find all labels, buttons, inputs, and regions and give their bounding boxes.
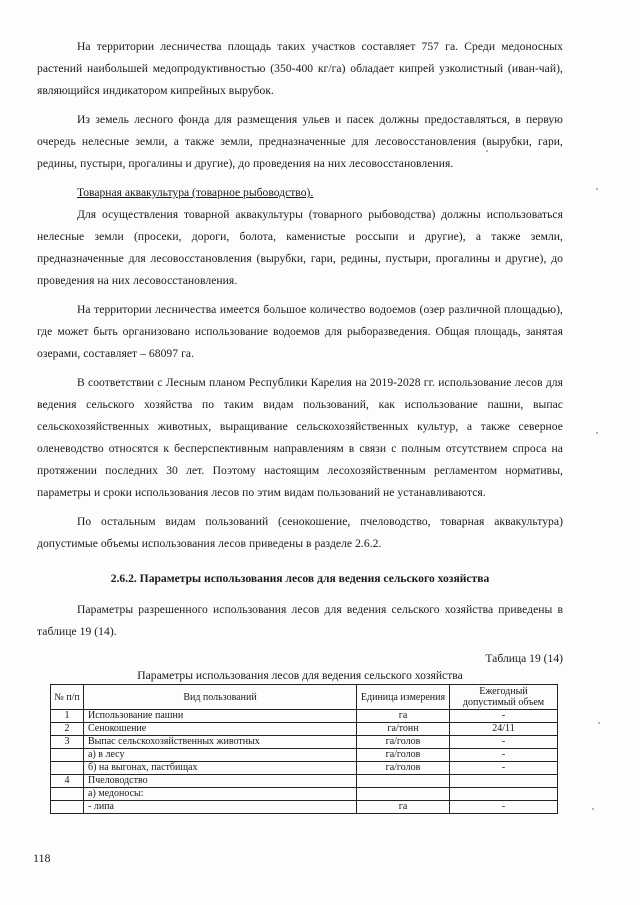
cell-unit: га bbox=[357, 801, 450, 814]
cell-kind: Выпас сельскохозяйственных животных bbox=[84, 736, 357, 749]
cell-kind: Использование пашни bbox=[84, 710, 357, 723]
paragraph-other-uses: По остальным видам пользований (сенокошение, пчеловодство, товарная аквакультура) допустимые объемы использования лесов приведены в разделе 2.6.2. bbox=[37, 515, 563, 550]
parameters-table bbox=[50, 684, 558, 814]
table-label: Таблица 19 (14) bbox=[485, 652, 563, 665]
header-kind: Вид пользований bbox=[84, 685, 357, 710]
cell-volume: - bbox=[450, 710, 558, 723]
table-row bbox=[51, 710, 558, 723]
cell-unit: га/голов bbox=[357, 762, 450, 775]
cell-num bbox=[51, 762, 84, 775]
cell-volume: - bbox=[450, 736, 558, 749]
scan-speck bbox=[598, 722, 600, 724]
document-body bbox=[37, 36, 563, 814]
cell-unit: га/голов bbox=[357, 736, 450, 749]
table-row bbox=[51, 775, 558, 788]
cell-num: 3 bbox=[51, 736, 84, 749]
header-volume: Ежегодный допустимый объем bbox=[450, 685, 558, 710]
cell-kind: а) в лесу bbox=[84, 749, 357, 762]
cell-num bbox=[51, 749, 84, 762]
cell-kind: а) медоносы: bbox=[84, 788, 357, 801]
page-number: 118 bbox=[33, 851, 51, 865]
table-header-row bbox=[51, 685, 558, 710]
cell-unit bbox=[357, 775, 450, 788]
cell-unit: га bbox=[357, 710, 450, 723]
cell-num bbox=[51, 801, 84, 814]
cell-unit: га/тонн bbox=[357, 723, 450, 736]
paragraph-section-intro: Параметры разрешенного использования лесов для ведения сельского хозяйства приведены в таблице 19 (14). bbox=[37, 603, 563, 638]
header-num: № п/п bbox=[51, 685, 84, 710]
scan-speck bbox=[486, 150, 488, 152]
cell-num bbox=[51, 788, 84, 801]
cell-kind: - липа bbox=[84, 801, 357, 814]
scan-speck bbox=[596, 188, 598, 190]
header-unit: Единица измерения bbox=[357, 685, 450, 710]
scan-speck bbox=[596, 432, 598, 434]
cell-kind: б) на выгонах, пастбищах bbox=[84, 762, 357, 775]
paragraph-honey-plants: На территории лесничества площадь таких участков составляет 757 га. Среди медоносных растений наибольшей медопродуктивностью (350-400 кг/га) обладает кипрей узколистный (иван-чай), являющийся индикатором кипрейных вырубок. bbox=[37, 40, 563, 97]
cell-num: 1 bbox=[51, 710, 84, 723]
table-row bbox=[51, 723, 558, 736]
cell-num: 2 bbox=[51, 723, 84, 736]
paragraph-apiary-lands: Из земель лесного фонда для размещения ульев и пасек должны предоставляться, в первую очередь нелесные земли, а также земли, предназначенные для лесовосстановления (вырубки, гари, редины, пустыри, прогалины и другие), до проведения на них лесовосстановления. bbox=[37, 113, 563, 170]
table-row bbox=[51, 788, 558, 801]
cell-volume: - bbox=[450, 749, 558, 762]
subheading-aquaculture: Товарная аквакультура (товарное рыбоводство). bbox=[77, 186, 314, 199]
cell-volume: - bbox=[450, 762, 558, 775]
paragraph-water-bodies: На территории лесничества имеется большое количество водоемов (озер различной площадью), где может быть организовано использование водоемов для рыборазведения. Общая площадь, занятая озерами, составляет – 68097 га. bbox=[37, 303, 563, 360]
paragraph-forest-plan: В соответствии с Лесным планом Республики Карелия на 2019-2028 гг. использование лесов для ведения сельского хозяйства по таким видам пользований, как использование пашни, выпас сельскохозяйственных животных, выращивание сельскохозяйственных культур, а также северное оленеводство относятся к бесперспективным направлениям в связи с полным отсутствием спроса на протяжении последних 30 лет. Поэтому настоящим лесохозяйственным регламентом нормативы, параметры и сроки использования лесов по этим видам пользований не устанавливаются. bbox=[37, 376, 563, 499]
cell-kind: Пчеловодство bbox=[84, 775, 357, 788]
cell-volume bbox=[450, 788, 558, 801]
cell-unit bbox=[357, 788, 450, 801]
cell-num: 4 bbox=[51, 775, 84, 788]
section-title: 2.6.2. Параметры использования лесов для ведения сельского хозяйства bbox=[110, 572, 490, 585]
table-title: Параметры использования лесов для ведения сельского хозяйства bbox=[137, 669, 463, 682]
table-row bbox=[51, 749, 558, 762]
scan-speck bbox=[592, 808, 594, 810]
table-row bbox=[51, 801, 558, 814]
table-row bbox=[51, 736, 558, 749]
cell-volume: - bbox=[450, 801, 558, 814]
paragraph-aquaculture-lands: Для осуществления товарной аквакультуры (товарного рыбоводства) должны использоваться нелесные земли (просеки, дороги, болота, каменистые россыпи и другие), а также земли, предназначенные для лесовосстановления (вырубки, гари, редины, пустыри, прогалины и другие), до проведения на них лесовосстановления. bbox=[37, 208, 563, 287]
cell-volume: 24/11 bbox=[450, 723, 558, 736]
cell-unit: га/голов bbox=[357, 749, 450, 762]
cell-volume bbox=[450, 775, 558, 788]
cell-kind: Сенокошение bbox=[84, 723, 357, 736]
table-row bbox=[51, 762, 558, 775]
